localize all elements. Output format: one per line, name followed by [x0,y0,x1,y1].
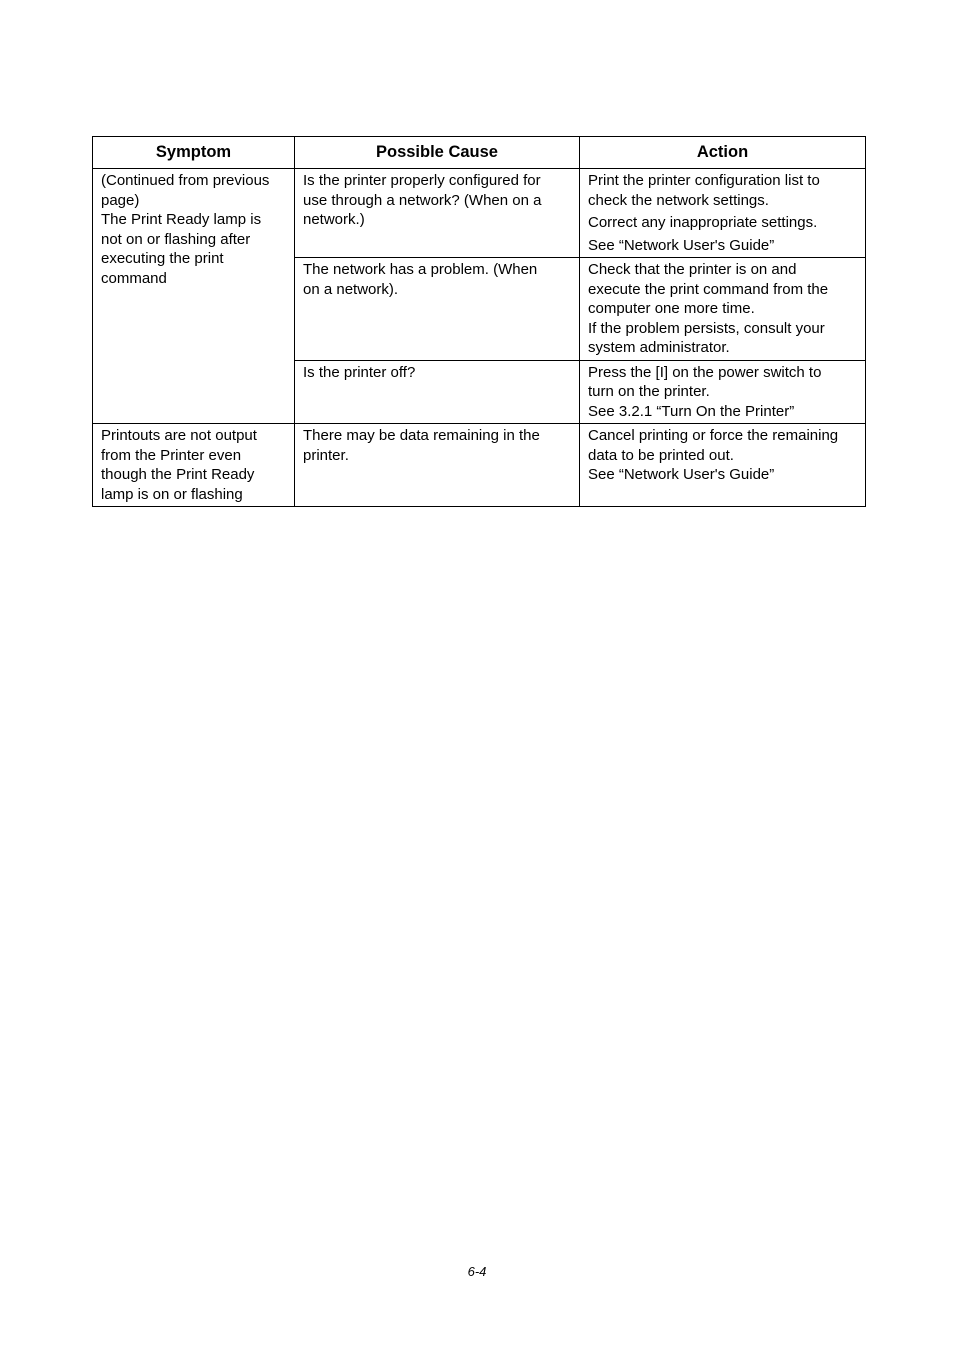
action-line: See 3.2.1 “Turn On the Printer” [588,402,795,420]
table-header-row [93,137,866,169]
table-row [93,424,866,507]
cause-line: network.) [303,211,365,228]
action-line: Cancel printing or force the remaining [588,427,839,444]
action-line: Check that the printer is on and [588,261,797,278]
action-cell [580,169,866,258]
cause-line: Is the printer off? [303,363,416,381]
cause-cell [295,360,580,424]
action-line: If the problem persists, consult your [588,319,825,337]
header-action: Action [580,137,866,169]
action-line: Press the [I] on the power switch to [588,363,822,381]
cause-line: printer. [303,446,349,464]
symptom-line: from the Printer even [101,446,242,464]
action-cell [580,360,866,424]
cause-cell [295,424,580,507]
action-cell [580,424,866,507]
action-line: system administrator. [588,339,730,356]
action-line: check the network settings. [588,191,769,209]
cause-line: Is the printer properly configured for [303,172,541,189]
action-cell [580,258,866,361]
cause-cell [295,169,580,258]
cause-line: The network has a problem. (When [303,261,538,278]
symptom-line: (Continued from previous [101,172,270,189]
symptom-line: page) [101,191,140,209]
page-number: 6-4 [467,1264,487,1279]
action-line: Correct any inappropriate settings. [588,214,818,231]
action-line: See “Network User's Guide” [588,466,775,483]
cause-line: on a network). [303,280,399,298]
action-line: data to be printed out. [588,446,734,464]
action-line: turn on the printer. [588,383,710,400]
symptom-line: executing the print [101,250,224,267]
troubleshooting-table [92,136,866,507]
header-possible-cause: Possible Cause [295,137,580,169]
action-line: See “Network User's Guide” [588,236,775,254]
symptom-line: command [101,269,167,287]
action-line: execute the print command from the [588,280,829,298]
cause-line: use through a network? (When on a [303,191,542,209]
symptom-line: lamp is on or flashing [101,485,243,503]
header-symptom: Symptom [93,137,295,169]
symptom-line: not on or flashing after [101,230,251,248]
symptom-cell [93,169,295,424]
symptom-line: though the Print Ready [101,466,255,483]
action-line: computer one more time. [588,300,755,317]
cause-line: There may be data remaining in the [303,427,540,444]
symptom-cell [93,424,295,507]
cause-cell [295,258,580,361]
symptom-line: The Print Ready lamp is [101,211,262,228]
table-row [93,169,866,258]
symptom-line: Printouts are not output [101,427,257,444]
action-line: Print the printer configuration list to [588,172,820,189]
